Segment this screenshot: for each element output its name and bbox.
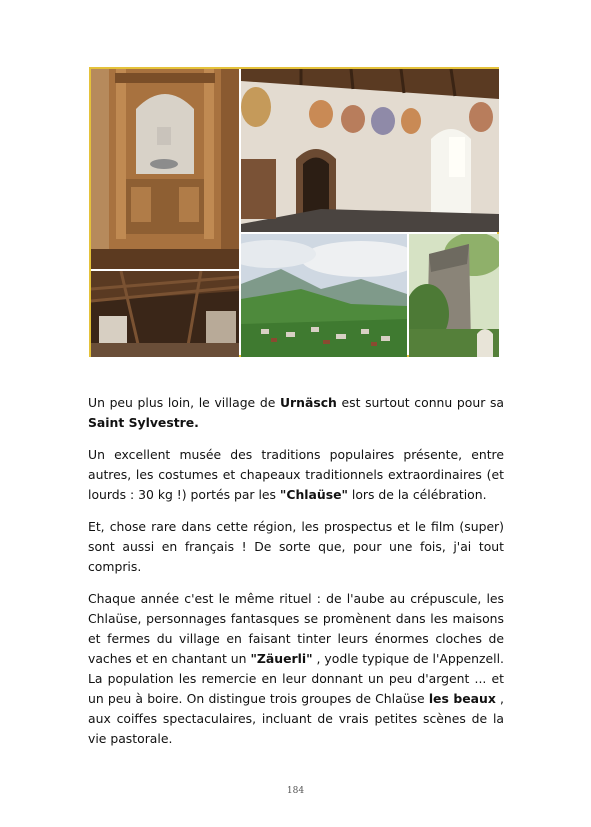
text-run: , yodle typique de l'Appenzell. La population les remercie en leur donnant un peu d'argent ... et un peu à boire. On distingue trois groupes de Chlaüse (88, 651, 504, 706)
photo-stone-tower (409, 234, 499, 357)
body-text (88, 393, 504, 761)
bold-text: Urnäsch (279, 395, 337, 410)
page-number: 184 (286, 786, 305, 796)
bold-text: "Zäuerli" (250, 651, 313, 666)
bold-text: Saint Sylvestre. (88, 415, 199, 430)
bold-text: "Chlaüse" (279, 487, 348, 502)
text-run: Chaque année c'est le même rituel : de l'aube au crépuscule, les Chlaüse, personnages fantasques se promènent dans les maisons et fermes du village en faisant tinter leurs énormes cloches de vaches et en chantant un (88, 591, 504, 666)
text-run: Un peu plus loin, le village de (88, 395, 280, 410)
photo-carved-cabinet (91, 69, 239, 269)
paragraph (88, 517, 504, 577)
photo-collage (89, 67, 499, 357)
bold-text: les beaux (428, 691, 496, 706)
photo-attic-beams (91, 271, 239, 357)
text-run: est surtout connu pour sa (336, 395, 504, 410)
photo-valley-landscape (241, 234, 407, 357)
paragraph (88, 589, 504, 749)
text-run: Et, chose rare dans cette région, les prospectus et le film (super) sont aussi en français ! De sorte que, pour une fois, j'ai tout compris. (88, 519, 504, 574)
paragraph (88, 445, 504, 505)
text-run: Un excellent musée des traditions populaires présente, entre autres, les costumes et chapeaux traditionnels extraordinaires (et lourds : 30 kg !) portés par les (88, 447, 504, 502)
paragraph (88, 393, 504, 433)
text-run: , aux coiffes spectaculaires, incluant de vrais petites scènes de la vie pastorale. (88, 691, 504, 746)
photo-painted-hall (241, 69, 499, 232)
text-run: lors de la célébration. (347, 487, 487, 502)
